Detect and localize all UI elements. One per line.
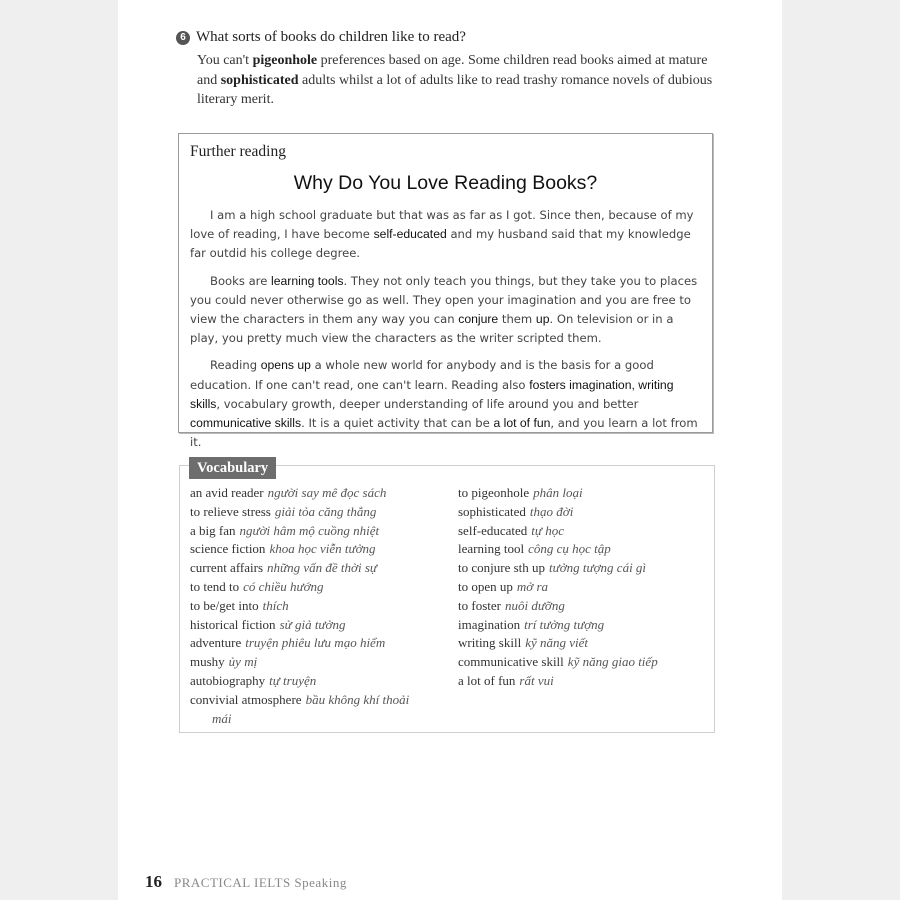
text: Reading [210, 358, 261, 373]
highlight: communicative skills [190, 416, 302, 431]
vocab-term: imagination [458, 616, 521, 632]
page-footer [145, 872, 347, 892]
vocabulary-tab: Vocabulary [189, 457, 276, 479]
vocab-item [458, 653, 708, 672]
vocab-translation: tưởng tượng cái gì [549, 560, 647, 576]
vocab-translation: người hâm mộ cuồng nhiệt [239, 522, 380, 538]
highlight: up [535, 312, 550, 327]
vocab-term: learning tool [458, 541, 525, 557]
vocab-item [190, 522, 440, 541]
further-reading-label: Further reading [190, 143, 286, 160]
vocab-term: to tend to [190, 578, 240, 594]
vocab-term: self-educated [458, 522, 528, 538]
highlight: fosters imagination, writing skills [190, 377, 674, 411]
vocab-translation: sử giả tưởng [279, 616, 346, 632]
vocab-term: mushy [190, 654, 225, 670]
vocab-translation: mở ra [516, 578, 549, 594]
highlight: learning tools [271, 273, 344, 288]
vocab-term: to open up [458, 578, 513, 594]
vocab-item [190, 634, 440, 653]
vocab-item [458, 578, 708, 597]
vocab-term: to relieve stress [190, 503, 271, 519]
vocab-term: to be/get into [190, 597, 259, 613]
text: a whole new world for anybody and is the basis for a good education. If one can't read, one can't learn. Reading also [190, 358, 654, 392]
vocab-translation: phân loại [533, 485, 583, 500]
text: Books are [210, 273, 272, 288]
vocab-item [190, 559, 440, 578]
reading-paragraph [190, 356, 704, 452]
vocabulary-right-column [458, 484, 708, 691]
vocab-translation: giải tỏa căng thẳng [274, 503, 377, 519]
vocab-item [190, 653, 440, 672]
vocab-term: a lot of fun [458, 672, 516, 688]
text: , vocabulary growth, deeper understanding of life around you and better [216, 396, 639, 411]
question-title [176, 29, 466, 46]
vocab-translation: công cụ học tập [528, 541, 611, 557]
answer-text: preferences based on age. Some children read books aimed at mature and [197, 53, 708, 88]
highlight: conjure [458, 312, 499, 327]
vocab-item [190, 484, 440, 503]
vocab-item [458, 559, 708, 578]
answer-text: You can't [197, 53, 253, 68]
vocab-translation: khoa học viễn tưởng [269, 541, 376, 557]
reading-body [190, 206, 704, 460]
vocab-translation: có chiều hướng [243, 578, 324, 594]
vocab-item [190, 503, 440, 522]
vocab-term: writing skill [458, 635, 522, 651]
vocab-item [190, 672, 440, 691]
answer-keyword: pigeonhole [252, 53, 318, 68]
vocab-term: to conjure sth up [458, 560, 546, 576]
reading-paragraph [190, 206, 704, 264]
vocab-item [190, 578, 440, 597]
vocab-translation: kỹ năng viết [525, 635, 589, 651]
text: , and you learn a lot from it. [190, 416, 698, 450]
vocab-item [458, 597, 708, 616]
vocab-translation: thạo đời [529, 503, 574, 519]
book-title: PRACTICAL IELTS Speaking [174, 875, 347, 890]
question-number-badge: 6 [176, 31, 190, 45]
vocab-translation: tự học [531, 522, 565, 538]
vocab-item [190, 597, 440, 616]
vocab-translation: rất vui [519, 672, 554, 688]
vocab-term: historical fiction [190, 616, 276, 632]
vocab-term: science fiction [190, 541, 266, 557]
vocab-term: communicative skill [458, 654, 564, 670]
text: and my husband said that my knowledge far outdid his college degree. [190, 227, 691, 261]
vocab-item [190, 616, 440, 635]
vocab-translation: trí tưởng tượng [524, 616, 605, 632]
text: . On television or in a play, you pretty much view the characters as the writer scripted them. [190, 312, 674, 346]
text: I am a high school graduate but that was as far as I got. Since then, because of my love of reading, I have become [190, 208, 694, 242]
vocab-translation-continued: mái [212, 710, 232, 726]
vocab-translation: nuôi dưỡng [504, 597, 565, 613]
vocab-item [458, 672, 708, 691]
question-answer [197, 51, 717, 110]
vocab-translation: thích [262, 597, 289, 613]
vocab-term: autobiography [190, 672, 266, 688]
vocab-item [458, 634, 708, 653]
vocab-translation: người say mê đọc sách [267, 485, 387, 500]
vocabulary-left-column [190, 484, 440, 728]
vocab-item [458, 503, 708, 522]
vocab-translation: truyện phiêu lưu mạo hiểm [245, 635, 386, 651]
vocab-term: to foster [458, 597, 501, 613]
vocab-item [458, 616, 708, 635]
vocab-translation: những vấn đề thời sự [267, 560, 377, 576]
vocab-term: sophisticated [458, 503, 526, 519]
text: them [498, 312, 536, 327]
vocab-item [458, 484, 708, 503]
vocab-item [190, 691, 440, 729]
page-number: 16 [145, 872, 162, 891]
vocab-term: an avid reader [190, 485, 264, 500]
text: . It is a quiet activity that can be [301, 416, 494, 431]
vocab-term: adventure [190, 635, 242, 651]
vocab-item [458, 540, 708, 559]
text: . They not only teach you things, but they take you to places you could never otherwise go as well. They open your imagination and you are free to view the characters in them any way you can [190, 273, 698, 327]
reading-paragraph [190, 272, 704, 349]
vocab-term: convivial atmosphere [190, 691, 302, 707]
vocab-term: to pigeonhole [458, 485, 530, 500]
highlight: a lot of fun [493, 416, 551, 431]
reading-title: Why Do You Love Reading Books? [293, 172, 598, 194]
vocab-item [458, 522, 708, 541]
highlight: self-educated [373, 227, 447, 242]
vocab-item [190, 540, 440, 559]
vocab-translation: ủy mị [228, 654, 258, 670]
answer-text: adults whilst a lot of adults like to read trashy romance novels of dubious literary merit. [197, 72, 713, 107]
vocab-translation: bầu không khí thoải [305, 691, 410, 707]
further-reading-box [178, 133, 713, 450]
vocab-translation: kỹ năng giao tiếp [567, 654, 658, 670]
vocab-translation: tự truyện [269, 672, 317, 688]
highlight: opens up [260, 358, 311, 373]
answer-keyword: sophisticated [220, 72, 299, 88]
vocab-term: a big fan [190, 522, 236, 538]
question-text: What sorts of books do children like to read? [196, 29, 466, 45]
vocab-term: current affairs [190, 560, 264, 576]
